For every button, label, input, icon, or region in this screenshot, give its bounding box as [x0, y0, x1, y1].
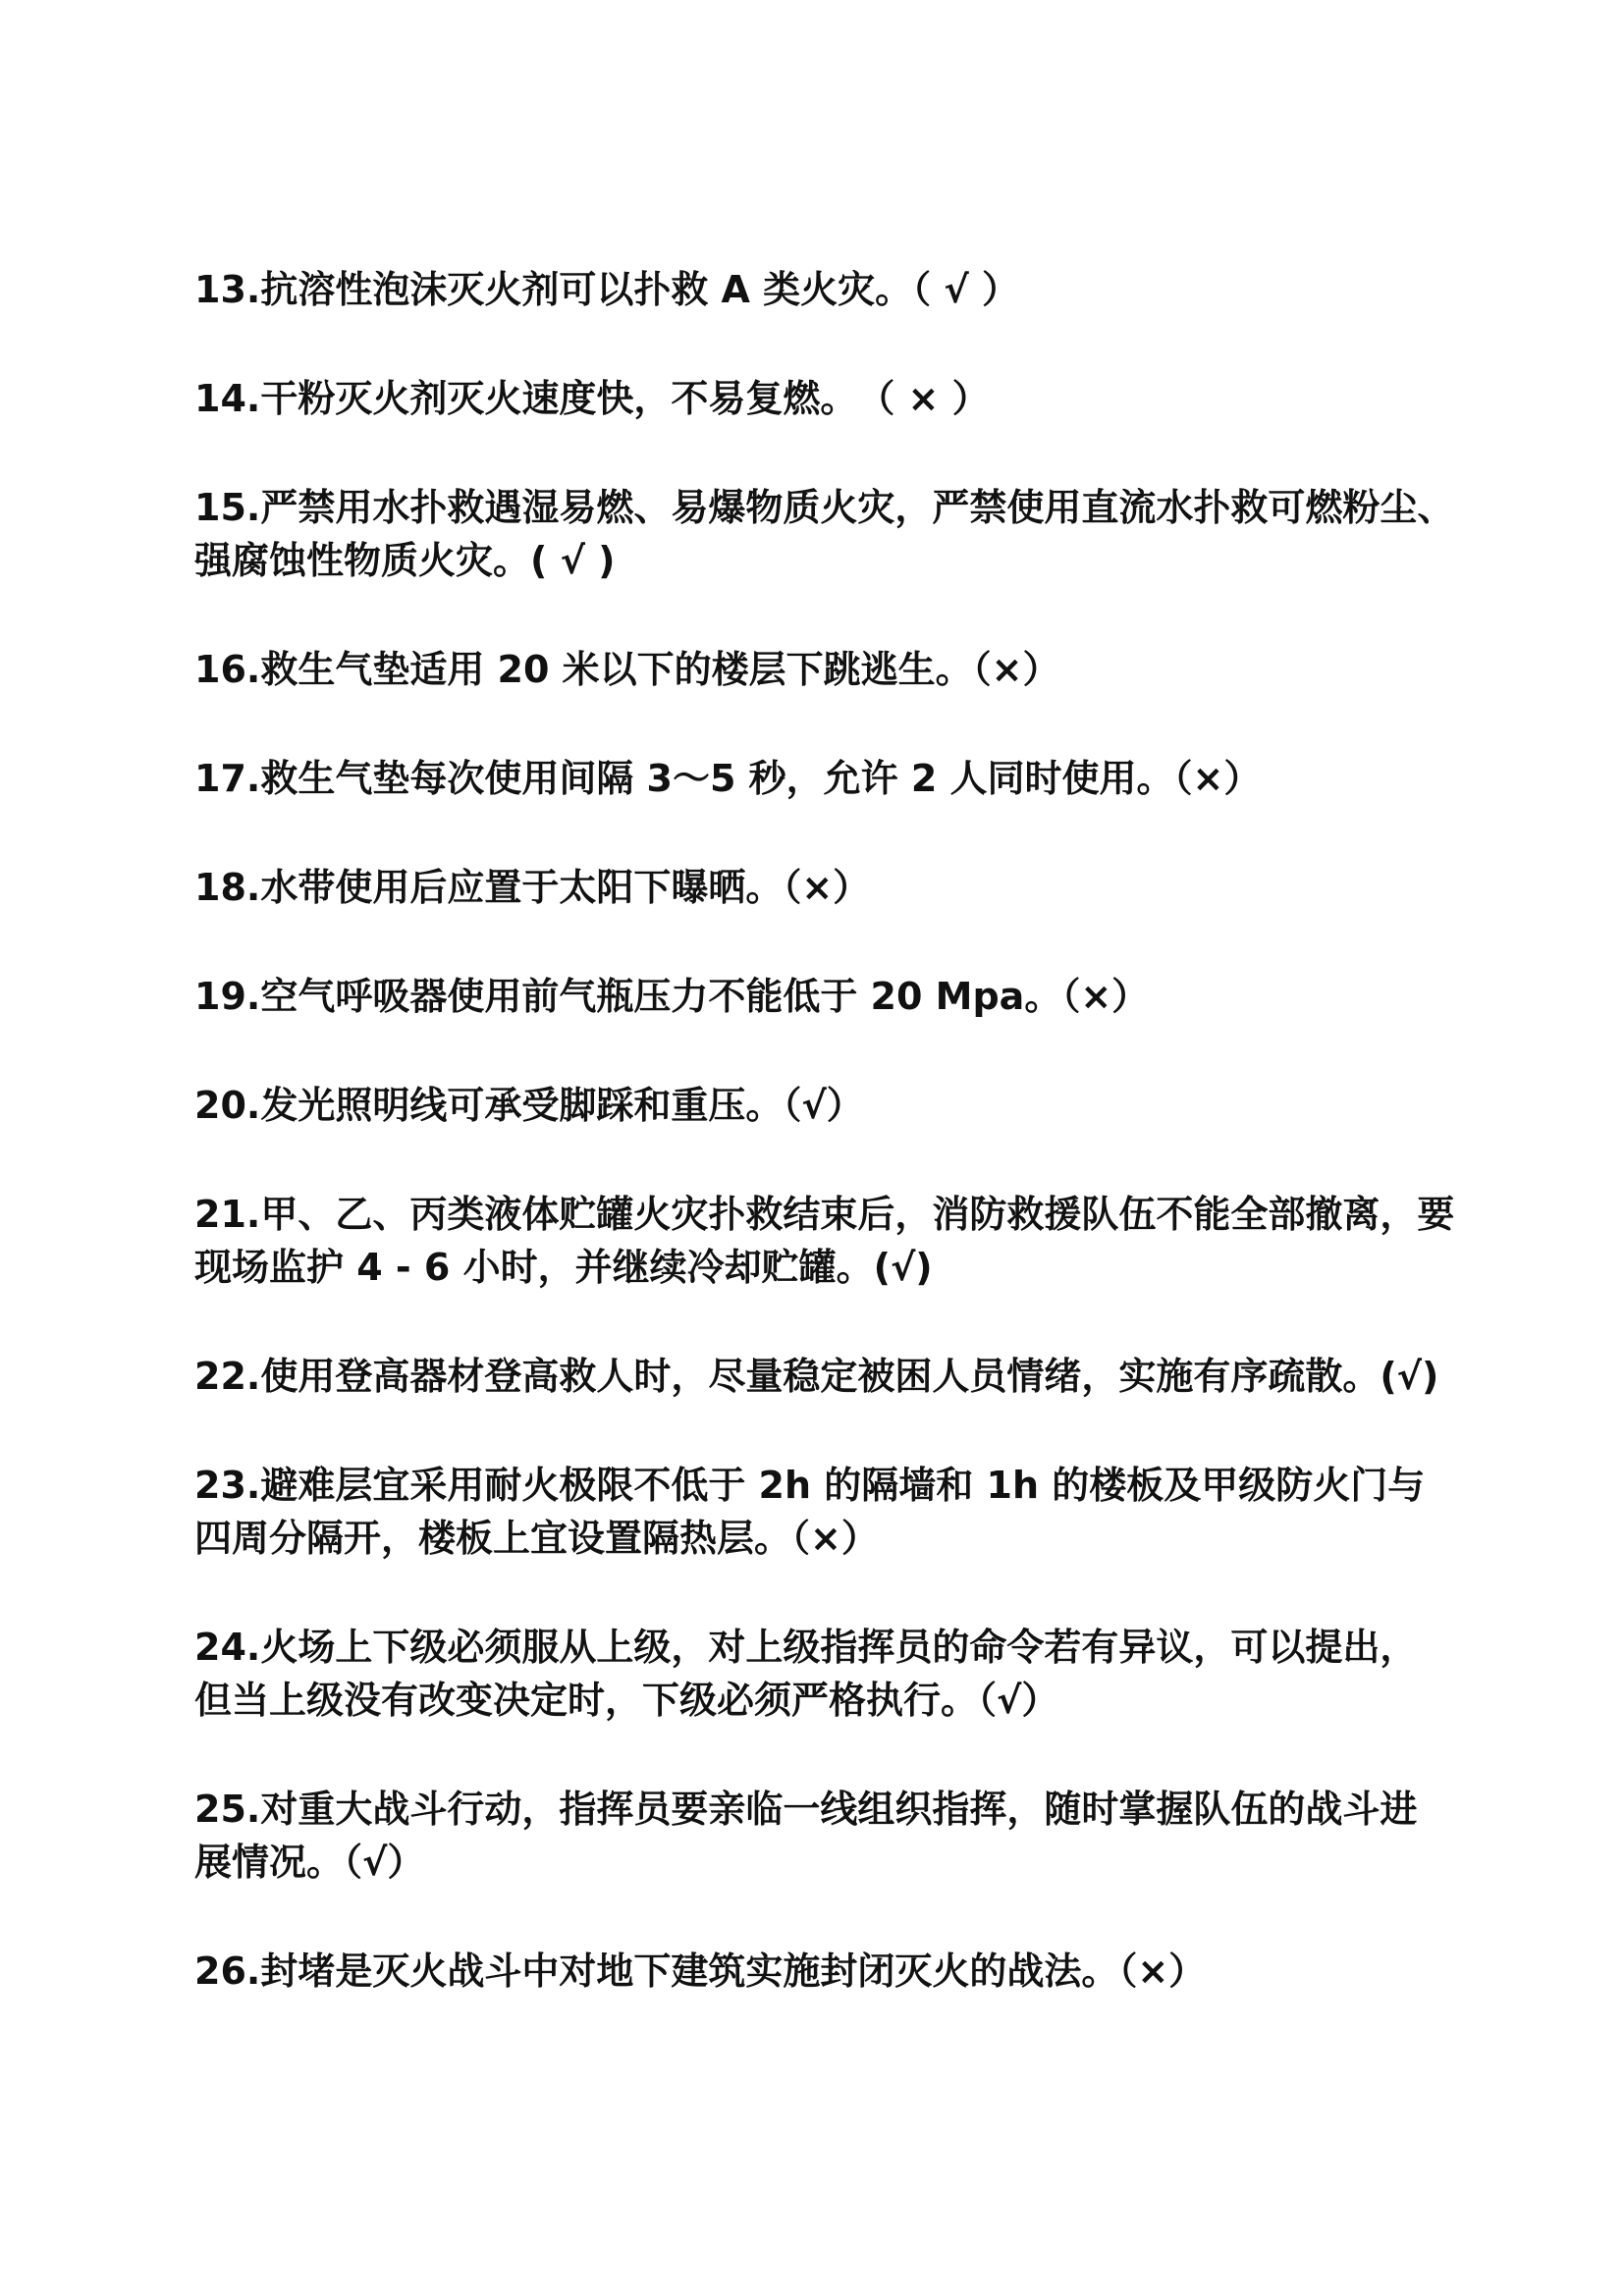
- question-item-18: [194, 861, 1471, 914]
- question-text: 21.甲、乙、丙类液体贮罐火灾扑救结束后，消防救援队伍不能全部撤离，要: [194, 1193, 1455, 1236]
- question-text: 18.水带使用后应置于太阳下曝晒。（×）: [194, 866, 871, 909]
- question-item-23: [194, 1459, 1471, 1565]
- question-item-15: [194, 481, 1471, 587]
- question-item-20: [194, 1079, 1471, 1132]
- question-text-continued: 展情况。（√）: [194, 1841, 425, 1884]
- question-item-22: [194, 1350, 1471, 1403]
- question-item-13: [194, 263, 1471, 316]
- question-text: 17.救生气垫每次使用间隔 3～5 秒，允许 2 人同时使用。（×）: [194, 757, 1262, 800]
- question-text: 15.严禁用水扑救遇湿易燃、易爆物质火灾，严禁使用直流水扑救可燃粉尘、: [194, 486, 1455, 529]
- question-item-24: [194, 1621, 1471, 1727]
- question-text-continued: 四周分隔开，楼板上宜设置隔热层。（×）: [194, 1517, 879, 1560]
- question-item-17: [194, 752, 1471, 805]
- question-item-16: [194, 643, 1471, 696]
- question-text: 26.封堵是灭火战斗中对地下建筑实施封闭灭火的战法。（×）: [194, 1949, 1207, 1993]
- question-item-14: [194, 372, 1471, 425]
- question-item-25: [194, 1783, 1471, 1889]
- question-text: 24.火场上下级必须服从上级，对上级指挥员的命令若有异议，可以提出，: [194, 1626, 1418, 1669]
- question-text: 14.干粉灭火剂灭火速度快，不易复燃。 （ × ）: [194, 377, 990, 420]
- question-text: 13.抗溶性泡沫灭火剂可以扑救 A 类火灾。（ √ ）: [194, 268, 1019, 311]
- question-text: 22.使用登高器材登高救人时，尽量稳定被困人员情绪，实施有序疏散。(√): [194, 1355, 1439, 1398]
- question-text-continued: 强腐蚀性物质火灾。( √ ): [194, 539, 616, 582]
- question-text: 16.救生气垫适用 20 米以下的楼层下跳逃生。（×）: [194, 648, 1060, 691]
- question-text: 19.空气呼吸器使用前气瓶压力不能低于 20 Mpa。（×）: [194, 975, 1150, 1018]
- question-text-continued: 现场监护 4 - 6 小时，并继续冷却贮罐。(√): [194, 1246, 933, 1289]
- question-item-21: [194, 1188, 1471, 1294]
- question-item-19: [194, 970, 1471, 1023]
- question-text-continued: 但当上级没有改变决定时，下级必须严格执行。（√）: [194, 1679, 1059, 1722]
- question-text: 25.对重大战斗行动，指挥员要亲临一线组织指挥，随时掌握队伍的战斗进: [194, 1788, 1418, 1831]
- question-text: 23.避难层宜采用耐火极限不低于 2h 的隔墙和 1h 的楼板及甲级防火门与: [194, 1464, 1426, 1507]
- question-list: [194, 263, 1471, 2054]
- question-text: 20.发光照明线可承受脚踩和重压。（√）: [194, 1084, 864, 1127]
- question-item-26: [194, 1945, 1471, 1998]
